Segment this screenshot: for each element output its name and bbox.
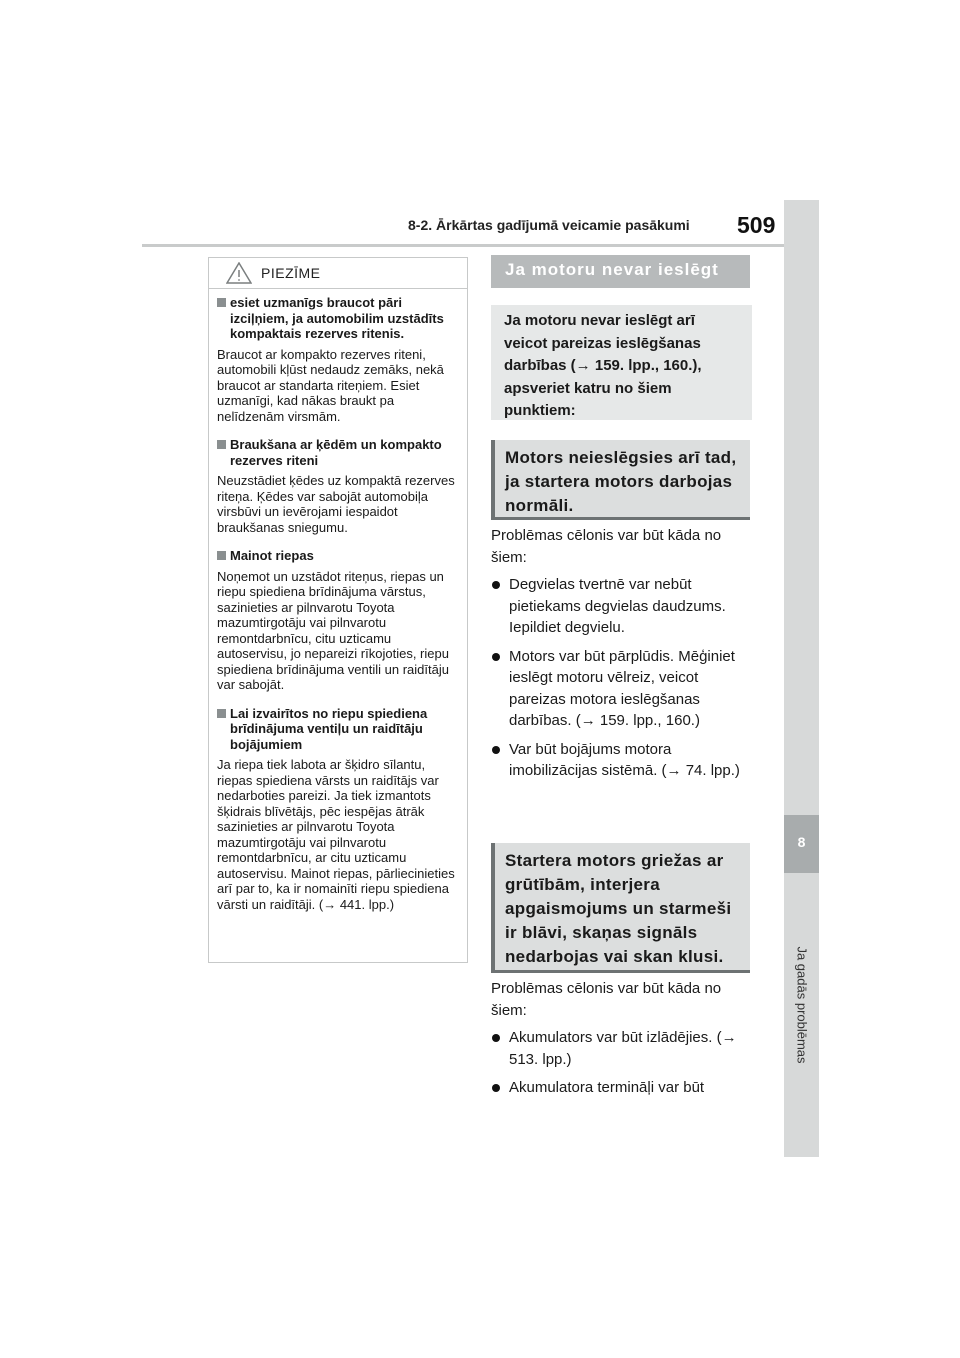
note-item-text: Ja riepa tiek labota ar šķidro sīlantu, riepas spiediena vārsts un raidītājs var nedarboties pareizi. Ja tiek izmantots šķidrais blīvētājs, pēc iespējas ātrāk sazinieties ar pilnvarotu Toyota mazumtirgotāju vai pilnvarotu remontdarbnīcu, ar citu uzticamu autoservisu. Mainot riepas, pārliecinieties arī par to, ka ir nomainīti riepu spiediena vārsti un raidītāji. (→ 441. lpp.) xyxy=(217,757,455,912)
chapter-number: 8 xyxy=(797,834,806,850)
bullet-list xyxy=(491,1027,756,1106)
note-item-text: Braucot ar kompakto rezerves riteni, automobili kļūst nedaudz zemāks, nekā braucot ar standarta riteņiem. Esiet uzmanīgi, kad nākas braukt pa nelīdzenām virsmām. xyxy=(217,346,444,424)
square-bullet-icon xyxy=(217,440,226,449)
subheading-box xyxy=(491,440,750,520)
page-number: 509 xyxy=(737,212,776,238)
section-title: 8-2. Ārkārtas gadījumā veicamie pasākumi xyxy=(408,217,690,233)
note-item-title: esiet uzmanīgs braucot pāri izciļņiem, ja automobilim uzstādīts kompaktais rezerves ritenis. xyxy=(217,295,459,342)
bullet-dot-icon xyxy=(492,1084,500,1092)
note-title: PIEZĪME xyxy=(261,265,321,281)
lead-paragraph: Problēmas cēlonis var būt kāda no šiem: xyxy=(491,527,722,566)
note-item-title: Lai izvairītos no riepu spiediena brīdinājuma ventiļu un raidītāju bojājumiem xyxy=(217,706,459,753)
list-item: Akumulators var būt izlādējies. (→ 513. lpp.) xyxy=(491,1027,756,1070)
subheading-box xyxy=(491,843,750,973)
bullet-dot-icon xyxy=(492,746,500,754)
chapter-label-text: Ja gadās problēmas xyxy=(794,946,810,1064)
square-bullet-icon xyxy=(217,551,226,560)
note-box xyxy=(208,257,468,963)
subheading-text: Startera motors griežas ar grūtībām, interjera apgaismojums un starmeši ir blāvi, skaņas signāls nedarbojas vai skan klusi. xyxy=(505,851,732,966)
warning-triangle-icon xyxy=(226,262,252,284)
header-divider xyxy=(142,244,785,247)
subheading-text: Motors neieslēgsies arī tad, ja startera motors darbojas normāli. xyxy=(505,448,737,515)
note-item-text: Noņemot un uzstādot riteņus, riepas un riepu spiediena brīdinājuma vārstus, sazinieties ar pilnvarotu Toyota mazumtirgotāju vai pilnvarotu remontdarbnīcu, citu uzticamu autoservisu, jo nepareizi rīkojoties, riepu spiediena brīdinājuma ventili un raidītāju var sabojāt. xyxy=(217,568,449,692)
intro-box: Ja motoru nevar ieslēgt arī veicot pareizas ieslēgšanas darbības (→ 159. lpp., 160.), apsveriet katru no šiem punktiem: xyxy=(491,305,752,420)
note-item-title: Braukšana ar ķēdēm un kompakto rezerves riteni xyxy=(217,437,459,468)
list-item: Var būt bojājums motora imobilizācijas sistēmā. (→ 74. lpp.) xyxy=(491,739,756,782)
bullet-dot-icon xyxy=(492,653,500,661)
list-item: Akumulatora termināļi var būt xyxy=(491,1077,756,1099)
note-body xyxy=(209,289,467,912)
subheading-accent xyxy=(491,843,495,970)
chapter-label xyxy=(780,946,824,1064)
square-bullet-icon xyxy=(217,709,226,718)
square-bullet-icon xyxy=(217,298,226,307)
lead-paragraph: Problēmas cēlonis var būt kāda no šiem: xyxy=(491,980,722,1019)
note-item-title: Mainot riepas xyxy=(217,548,459,564)
note-header xyxy=(209,258,467,289)
subheading-accent xyxy=(491,440,495,517)
bullet-list xyxy=(491,574,756,789)
bullet-dot-icon xyxy=(492,1034,500,1042)
bullet-dot-icon xyxy=(492,581,500,589)
note-item-text: Neuzstādiet ķēdes uz kompaktā rezerves riteņa. Ķēdes var sabojāt automobiļa virsbūvi un ievērojami iespaidot braukšanas sniegumu. xyxy=(217,473,455,535)
list-item: Degvielas tvertnē var nebūt pietiekams degvielas daudzums. Iepildiet degvielu. xyxy=(491,574,756,639)
list-item: Motors var būt pārplūdis. Mēģiniet ieslēgt motoru vēlreiz, veicot pareizas motora ieslēgšanas darbības. (→ 159. lpp., 160.) xyxy=(491,646,756,732)
main-heading: Ja motoru nevar ieslēgt xyxy=(491,255,750,288)
